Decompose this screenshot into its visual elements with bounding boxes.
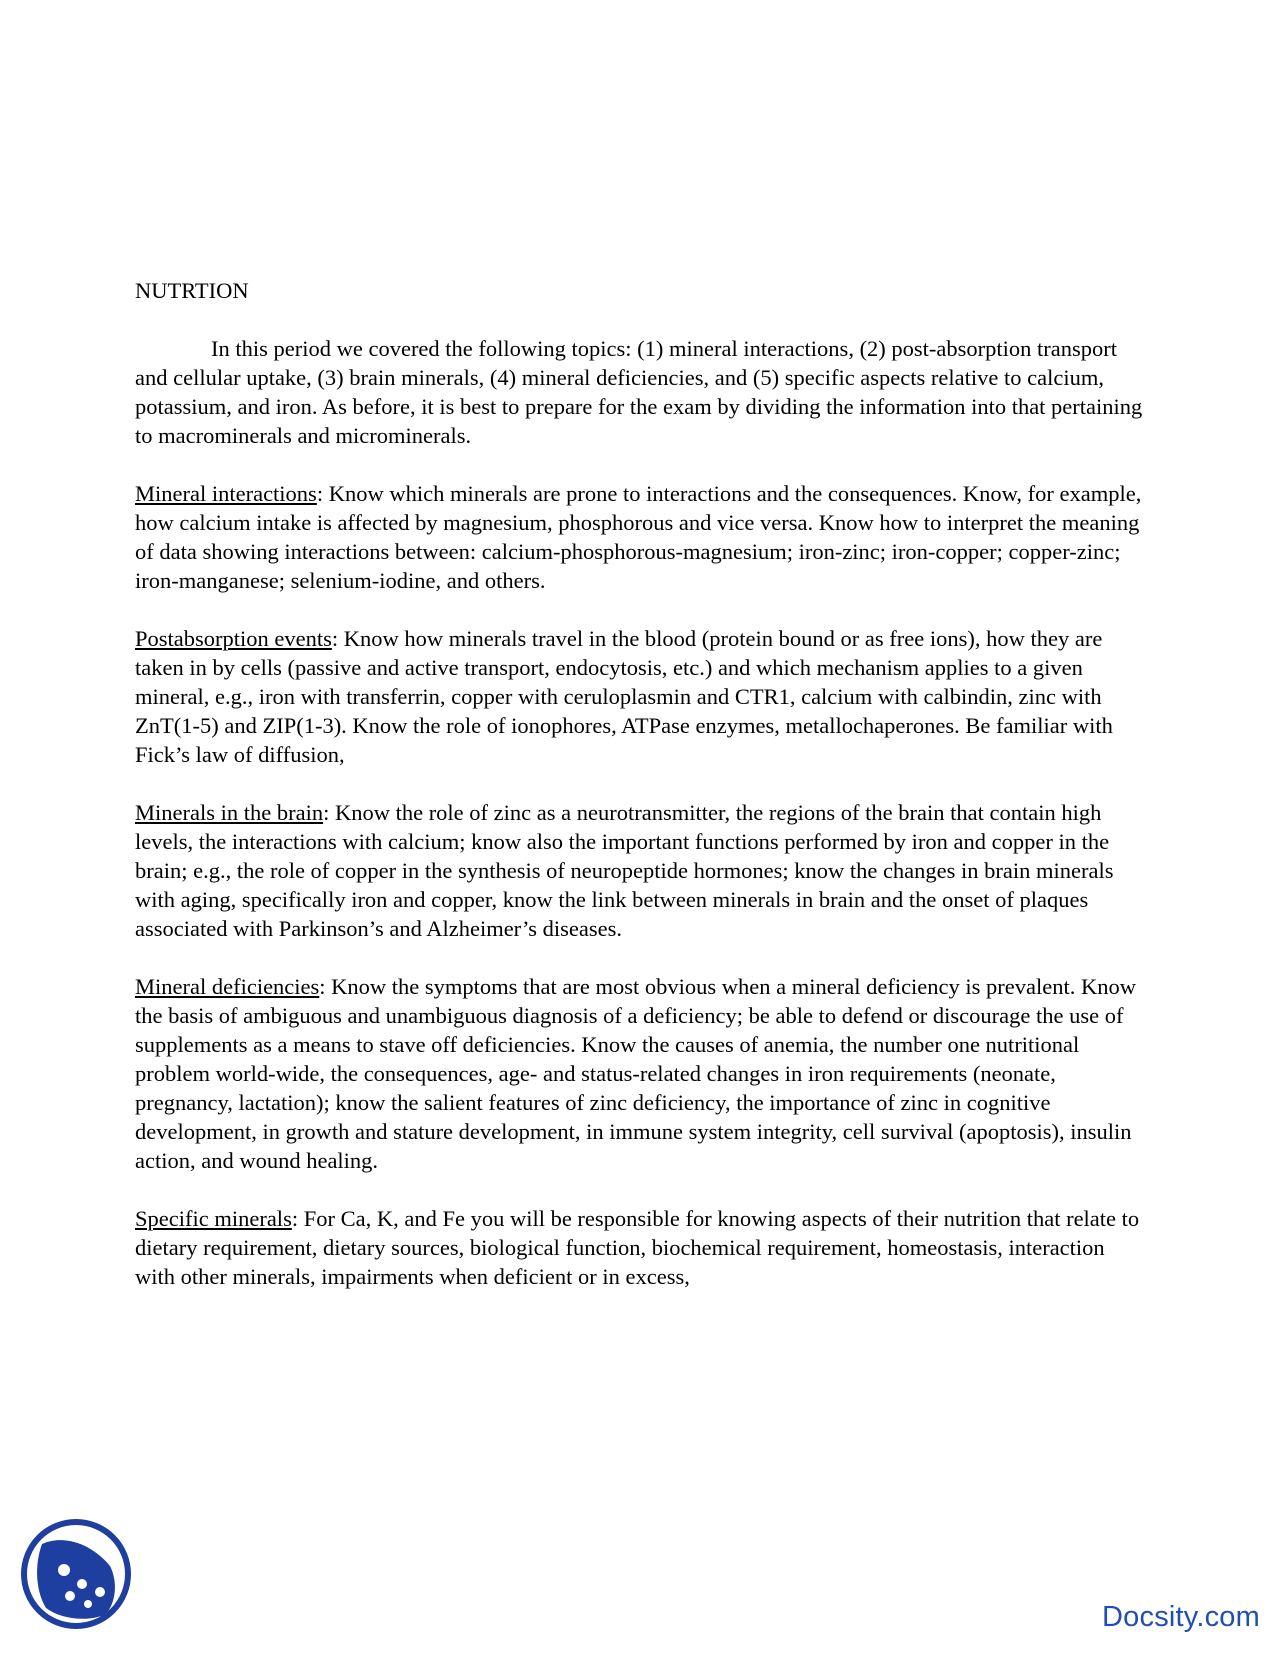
- section-mineral-interactions: [135, 479, 1145, 595]
- section-heading: Specific minerals: [135, 1206, 292, 1231]
- document-title: NUTRTION: [135, 278, 249, 303]
- section-body: : Know the symptoms that are most obvious when a mineral deficiency is prevalent. Know the basis of ambiguous and unambiguous diagnosis of a deficiency; be able to defend or discourage the use of supplements as a means to stave off deficiencies. Know the causes of anemia, the number one nutritional problem world-wide, the consequences, age- and status-related changes in iron requirements (neonate, pregnancy, lactation); know the salient features of zinc deficiency, the importance of zinc in cognitive development, in growth and stature development, in immune system integrity, cell survival (apoptosis), insulin action, and wound healing.: [135, 974, 1136, 1173]
- docsity-logo-icon[interactable]: [20, 1518, 132, 1630]
- section-heading: Mineral deficiencies: [135, 974, 320, 999]
- section-specific-minerals: [135, 1204, 1145, 1291]
- section-body: : For Ca, K, and Fe you will be responsible for knowing aspects of their nutrition that relate to dietary requirement, dietary sources, biological function, biochemical requirement, homeostasis, interaction with other minerals, impairments when deficient or in excess,: [135, 1206, 1140, 1289]
- intro-paragraph: In this period we covered the following topics: (1) mineral interactions, (2) post-absorption transport and cellular uptake, (3) brain minerals, (4) mineral deficiencies, and (5) specific aspects relative to calcium, potassium, and iron. As before, it is best to prepare for the exam by dividing the information into that pertaining to macrominerals and microminerals.: [135, 336, 1143, 448]
- docsity-brand-link[interactable]: Docsity.com: [1102, 1601, 1260, 1633]
- section-body: : Know the role of zinc as a neurotransmitter, the regions of the brain that contain high levels, the interactions with calcium; know also the important functions performed by iron and copper in the brain; e.g., the role of copper in the synthesis of neuropeptide hormones; know the changes in brain minerals with aging, specifically iron and copper, know the link between minerals in brain and the onset of plaques associated with Parkinson’s and Alzheimer’s diseases.: [135, 800, 1114, 941]
- section-body: : Know how minerals travel in the blood (protein bound or as free ions), how they are taken in by cells (passive and active transport, endocytosis, etc.) and which mechanism applies to a given mineral, e.g., iron with transferrin, copper with ceruloplasmin and CTR1, calcium with calbindin, zinc with ZnT(1-5) and ZIP(1-3). Know the role of ionophores, ATPase enzymes, metallochaperones. Be familiar with Fick’s law of diffusion,: [135, 626, 1113, 767]
- section-mineral-deficiencies: [135, 972, 1145, 1175]
- section-heading: Postabsorption events: [135, 626, 332, 651]
- section-postabsorption-events: [135, 624, 1145, 769]
- section-minerals-in-brain: [135, 798, 1145, 943]
- section-heading: Minerals in the brain: [135, 800, 324, 825]
- section-body: : Know which minerals are prone to interactions and the consequences. Know, for example, how calcium intake is affected by magnesium, phosphorous and vice versa. Know how to interpret the meaning of data showing interactions between: calcium-phosphorous-magnesium; iron-zinc; iron-copper; copper-zinc; iron-manganese; selenium-iodine, and others.: [135, 481, 1142, 593]
- document-body: [135, 276, 1145, 1320]
- section-heading: Mineral interactions: [135, 481, 317, 506]
